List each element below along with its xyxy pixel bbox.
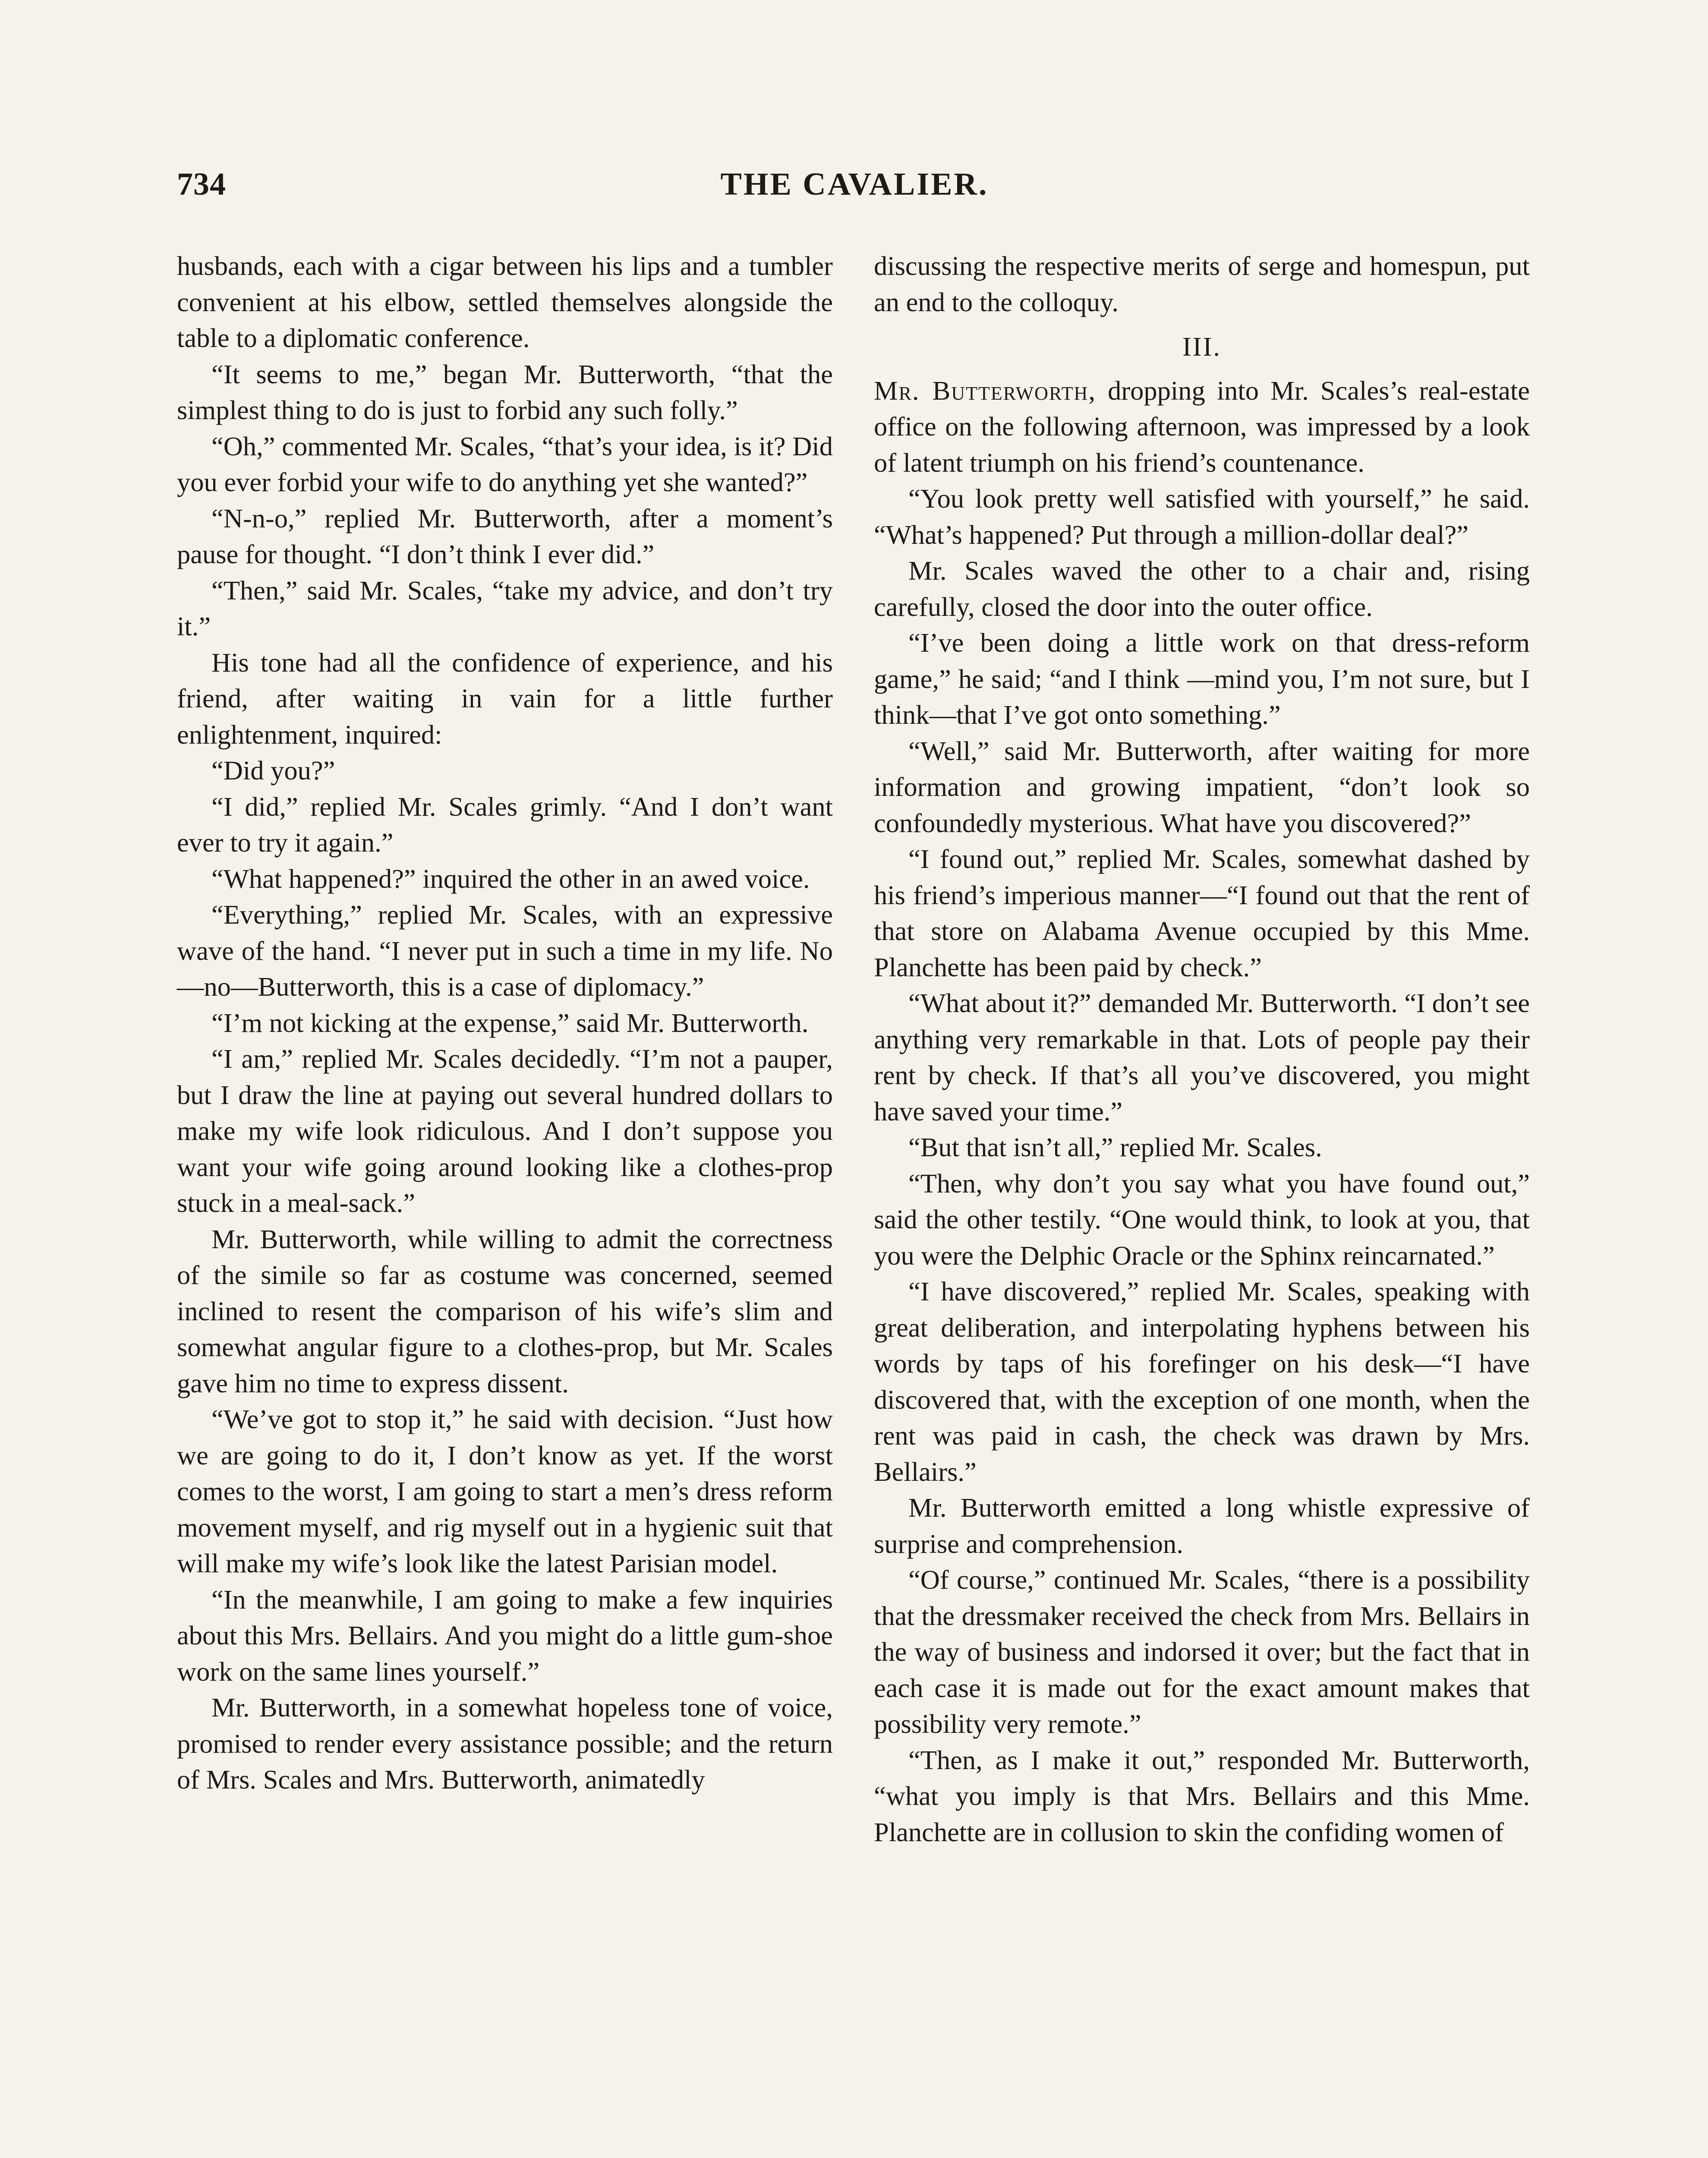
paragraph: Mr. Butterworth, while willing to admit the correctness of the simile so far as costume was concerned, seemed inclined to resent the comparison of his wife’s slim and somewhat angular figure to a clothes-prop, but Mr. Scales gave him no time to express dissent. — [177, 1224, 833, 1398]
paragraph: “You look pretty well satisfied with yourself,” he said. “What’s happened? Put through a million-dollar deal?” — [874, 483, 1530, 550]
paragraph: Mr. Butterworth, in a somewhat hopeless tone of voice, promised to render every assistance possible; and the return of Mrs. Scales and Mrs. Butterworth, animatedly — [177, 1692, 833, 1795]
page-number: 734 — [177, 167, 226, 202]
paragraph: “I’m not kicking at the expense,” said Mr. Butterworth. — [211, 1007, 809, 1038]
right-column-paragraphs — [874, 481, 1530, 1850]
paragraph: “Well,” said Mr. Butterworth, after waiting for more information and growing impatient, “don’t look so confoundedly mysterious. What have you discovered?” — [874, 735, 1530, 838]
section-opening-text: dropping into Mr. Scales’s real-estate office on the following afternoon, was impressed by a look of latent triumph on his friend’s countenance. — [874, 375, 1530, 478]
running-header — [177, 166, 1532, 214]
paragraph: Mr. Scales waved the other to a chair and, rising carefully, closed the door into the outer office. — [874, 555, 1530, 622]
section-opening-smallcaps: Mr. Butterworth, — [874, 375, 1096, 406]
paragraph: “Everything,” replied Mr. Scales, with an expressive wave of the hand. “I never put in such a time in my life. No—no—Butterworth, this is a case of diplomacy.” — [177, 899, 833, 1002]
paragraph: “But that isn’t all,” replied Mr. Scales. — [908, 1132, 1322, 1162]
paragraph: “Then,” said Mr. Scales, “take my advice, and don’t try it.” — [177, 575, 833, 641]
paragraph: “N-n-o,” replied Mr. Butterworth, after a moment’s pause for thought. “I don’t think I ever did.” — [177, 503, 833, 569]
paragraph: His tone had all the confidence of experience, and his friend, after waiting in vain for a little further enlightenment, inquired: — [177, 647, 833, 750]
paragraph: husbands, each with a cigar between his lips and a tumbler convenient at his elbow, settled themselves alongside the table to a diplomatic conference. — [177, 251, 833, 353]
paragraph: “What happened?” inquired the other in an awed voice. — [211, 863, 810, 894]
paragraph: “I found out,” replied Mr. Scales, somewhat dashed by his friend’s imperious manner—“I found out that the rent of that store on Alabama Avenue occupied by this Mme. Planchette has been paid by check.” — [874, 844, 1530, 982]
paragraph: “Then, why don’t you say what you have found out,” said the other testily. “One would think, to look at you, that you were the Delphic Oracle or the Sphinx reincarnated.” — [874, 1168, 1530, 1271]
paragraph: “Did you?” — [211, 755, 335, 786]
paragraph: “Of course,” continued Mr. Scales, “there is a possibility that the dressmaker received the check from Mrs. Bellairs in the way of business and indorsed it over; but the fact that in each case it is made out for the exact amount makes that possibility very remote.” — [874, 1565, 1530, 1739]
paragraph: discussing the respective merits of serge and homespun, put an end to the colloquy. — [874, 251, 1530, 317]
paragraph: “I’ve been doing a little work on that dress-reform game,” he said; “and I think —mind you, I’m not sure, but I think—that I’ve got onto something.” — [874, 628, 1530, 730]
paragraph: “Then, as I make it out,” responded Mr. Butterworth, “what you imply is that Mrs. Bellairs and this Mme. Planchette are in collusion to skin the confiding women of — [874, 1745, 1530, 1847]
paragraph: “We’ve got to stop it,” he said with decision. “Just how we are going to do it, I don’t know as yet. If the worst comes to the worst, I am going to start a men’s dress reform movement myself, and rig myself out in a hygienic suit that will make my wife’s look like the latest Parisian model. — [177, 1404, 833, 1578]
left-text-column — [177, 248, 833, 1798]
right-column-continuation — [874, 248, 1530, 320]
section-opening-paragraph — [874, 373, 1530, 481]
section-number: III. — [1182, 331, 1222, 362]
paragraph: “It seems to me,” began Mr. Butterworth, “that the simplest thing to do is just to forbid any such folly.” — [177, 359, 833, 425]
paragraph: “In the meanwhile, I am going to make a few inquiries about this Mrs. Bellairs. And you might do a little gum-shoe work on the same lines yourself.” — [177, 1584, 833, 1687]
running-title: THE CAVALIER. — [720, 167, 989, 202]
paragraph: “Oh,” commented Mr. Scales, “that’s your idea, is it? Did you ever forbid your wife to do anything yet she wanted?” — [177, 431, 833, 497]
paragraph: “What about it?” demanded Mr. Butterworth. “I don’t see anything very remarkable in that. Lots of people pay their rent by check. If that’s all you’ve discovered, you might have saved your time.” — [874, 988, 1530, 1126]
right-text-column — [874, 248, 1530, 1850]
paragraph: “I have discovered,” replied Mr. Scales, speaking with great deliberation, and interpolating hyphens between his words by taps of his forefinger on his desk—“I have discovered that, with the exception of one month, when the rent was paid in cash, the check was drawn by Mrs. Bellairs.” — [874, 1276, 1530, 1487]
paragraph: Mr. Butterworth emitted a long whistle expressive of surprise and comprehension. — [874, 1492, 1530, 1559]
paragraph: “I am,” replied Mr. Scales decidedly. “I’m not a pauper, but I draw the line at paying out several hundred dollars to make my wife look ridiculous. And I don’t suppose you want your wife going around looking like a clothes-prop stuck in a meal-sack.” — [177, 1044, 833, 1218]
paragraph: “I did,” replied Mr. Scales grimly. “And I don’t want ever to try it again.” — [177, 791, 833, 858]
